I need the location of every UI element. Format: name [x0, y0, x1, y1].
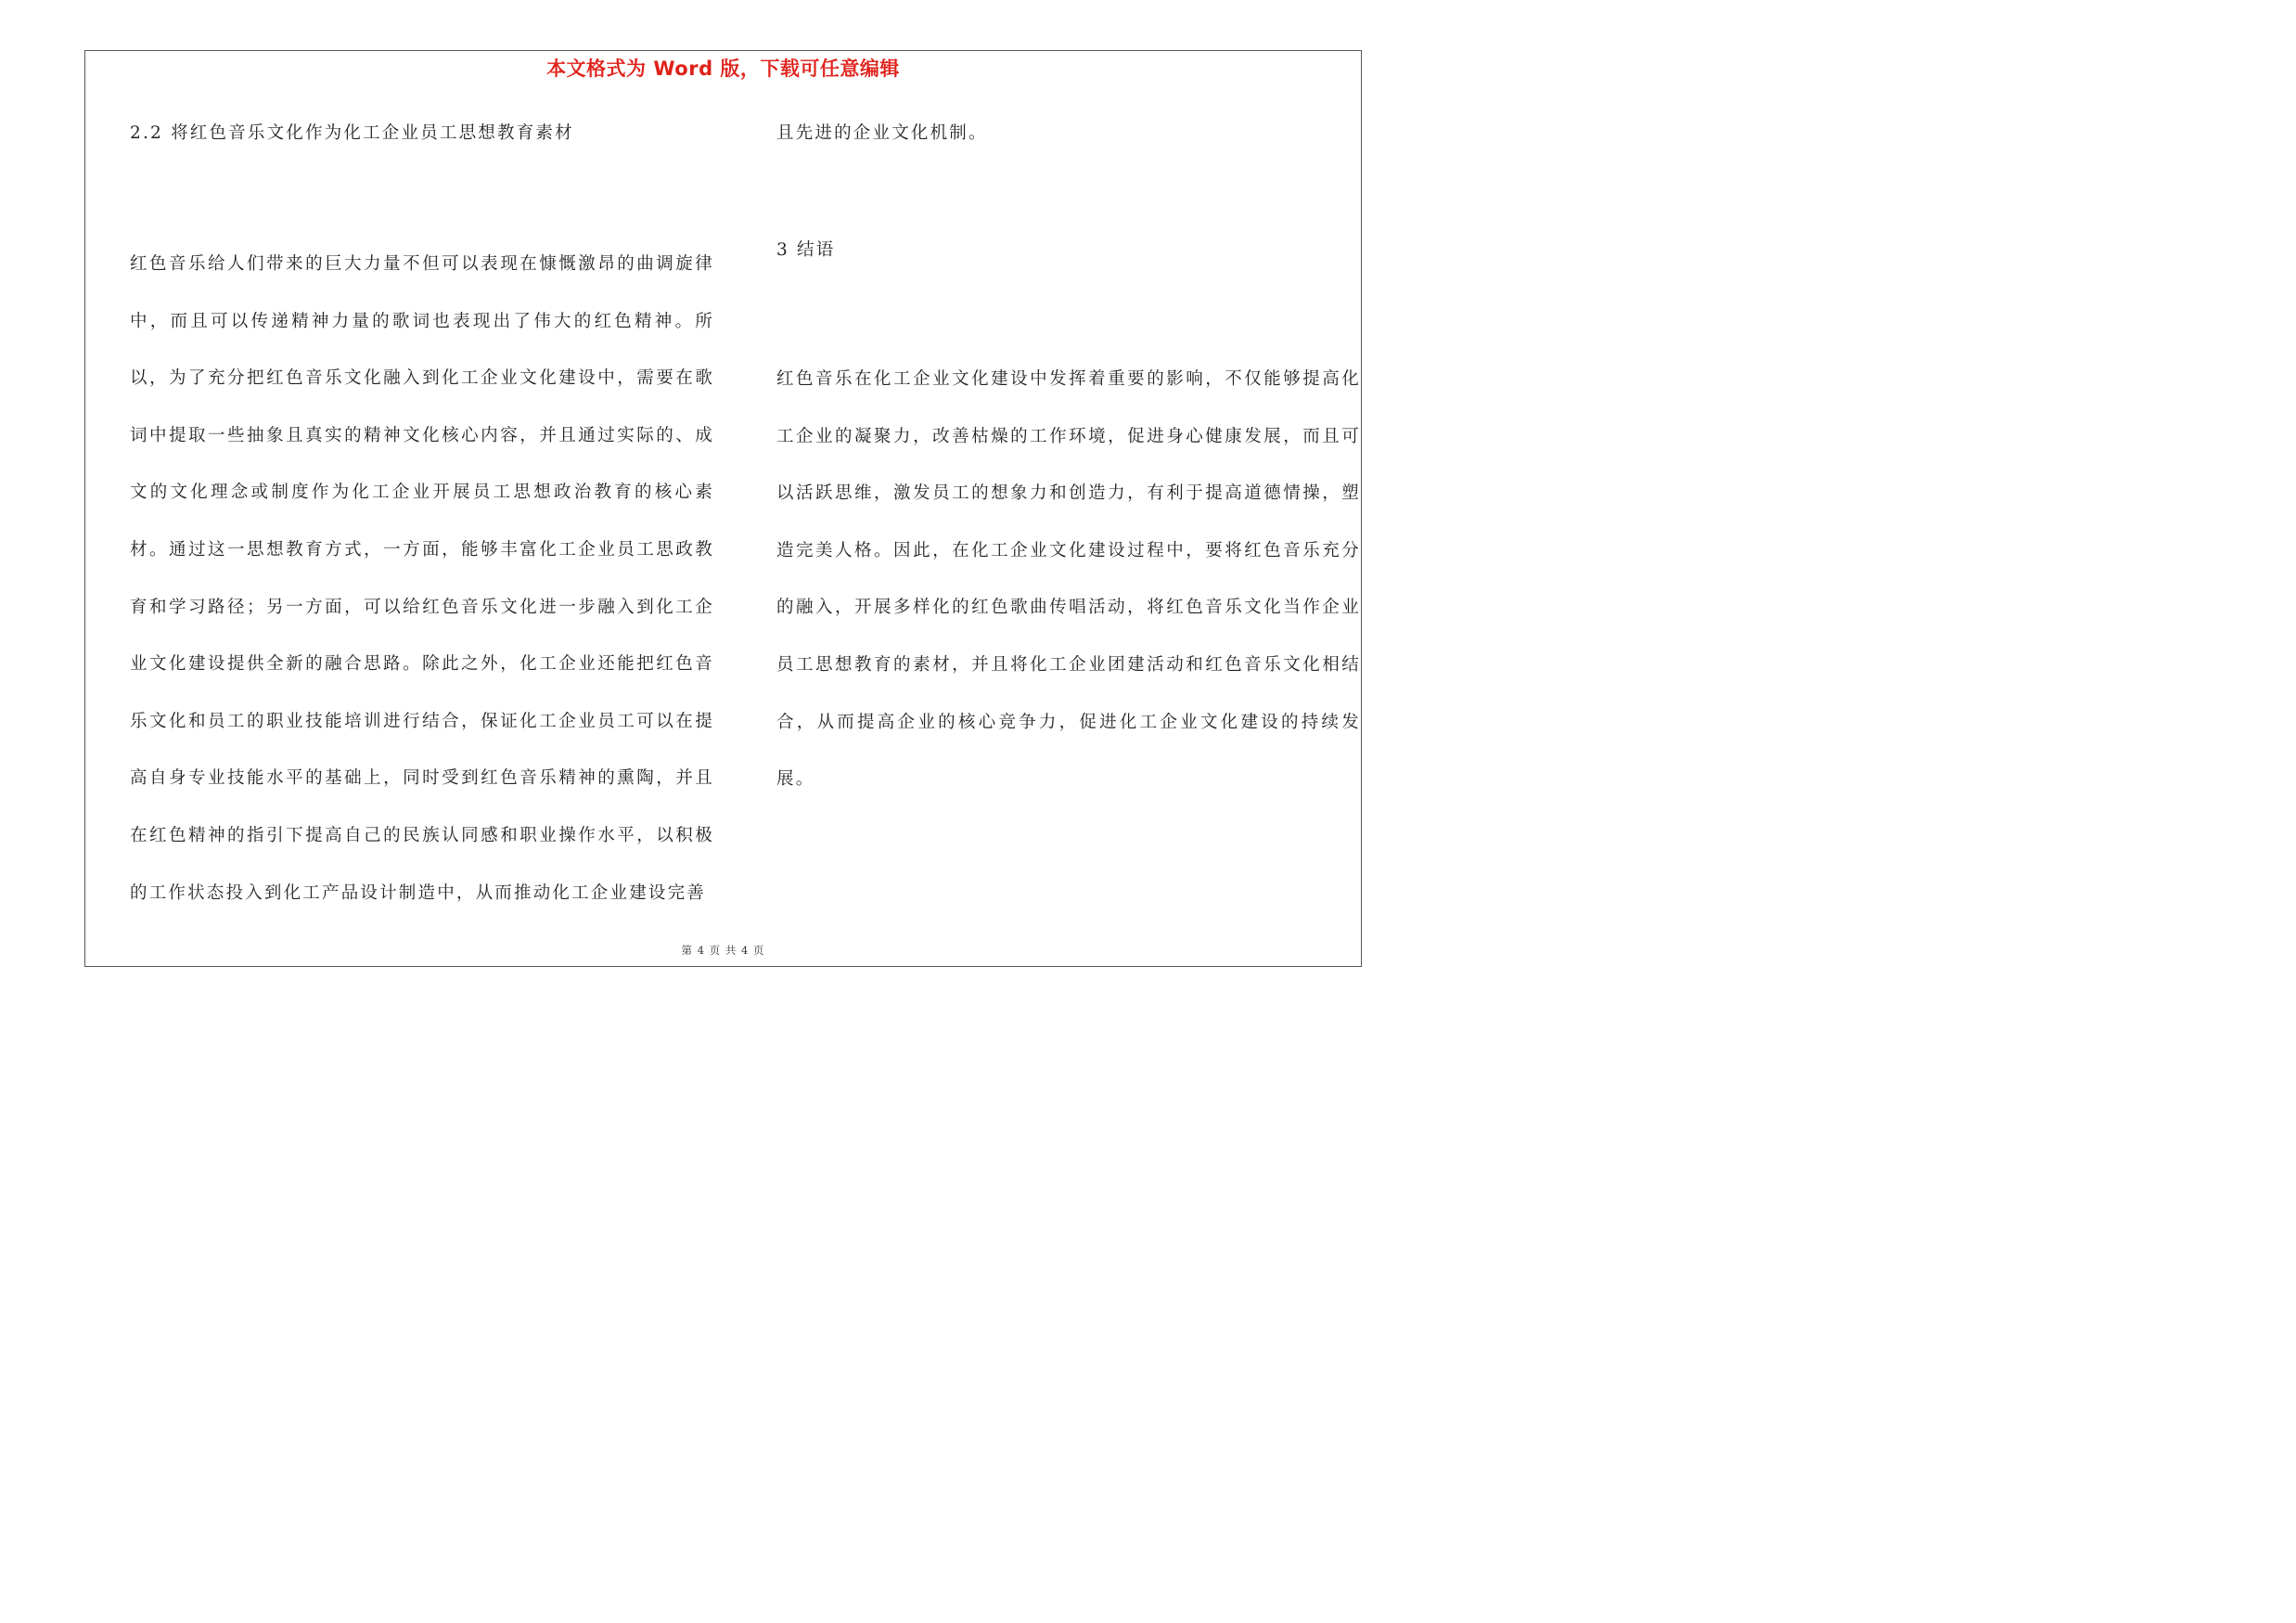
- continued-text: 且先进的企业文化机制。: [776, 123, 988, 143]
- spacer: [130, 148, 714, 236]
- conclusion-heading: 3 结语: [776, 240, 836, 260]
- spacer: [776, 148, 1361, 236]
- page-number: 第 4 页 共 4 页: [681, 944, 765, 957]
- left-column: [130, 119, 714, 921]
- section-heading-2-2: 2.2 将红色音乐文化作为化工企业员工思想教育素材: [130, 123, 574, 143]
- right-column: [776, 119, 1361, 808]
- conclusion-paragraph: 红色音乐在化工企业文化建设中发挥着重要的影响，不仅能够提高化工企业的凝聚力，改善枯燥的工作环境，促进身心健康发展，而且可以活跃思维，激发员工的想象力和创造力，有利于提高道德情操，塑造完美人格。因此，在化工企业文化建设过程中，要将红色音乐充分的融入，开展多样化的红色歌曲传唱活动，将红色音乐文化当作企业员工思想教育的素材，并且将化工企业团建活动和红色音乐文化相结合，从而提高企业的核心竞争力，促进化工企业文化建设的持续发展。: [776, 369, 1361, 790]
- word-format-banner: 本文格式为 Word 版，下载可任意编辑: [546, 58, 900, 80]
- spacer: [776, 265, 1361, 351]
- section-2-2-paragraph: 红色音乐给人们带来的巨大力量不但可以表现在慷慨激昂的曲调旋律中，而且可以传递精神力量的歌词也表现出了伟大的红色精神。所以，为了充分把红色音乐文化融入到化工企业文化建设中，需要在歌词中提取一些抽象且真实的精神文化核心内容，并且通过实际的、成文的文化理念或制度作为化工企业开展员工思想政治教育的核心素材。通过这一思想教育方式，一方面，能够丰富化工企业员工思政教育和学习路径；另一方面，可以给红色音乐文化进一步融入到化工企业文化建设提供全新的融合思路。除此之外，化工企业还能把红色音乐文化和员工的职业技能培训进行结合，保证化工企业员工可以在提高自身专业技能水平的基础上，同时受到红色音乐精神的熏陶，并且在红色精神的指引下提高自己的民族认同感和职业操作水平，以积极的工作状态投入到化工产品设计制造中，从而推动化工企业建设完善: [130, 254, 714, 903]
